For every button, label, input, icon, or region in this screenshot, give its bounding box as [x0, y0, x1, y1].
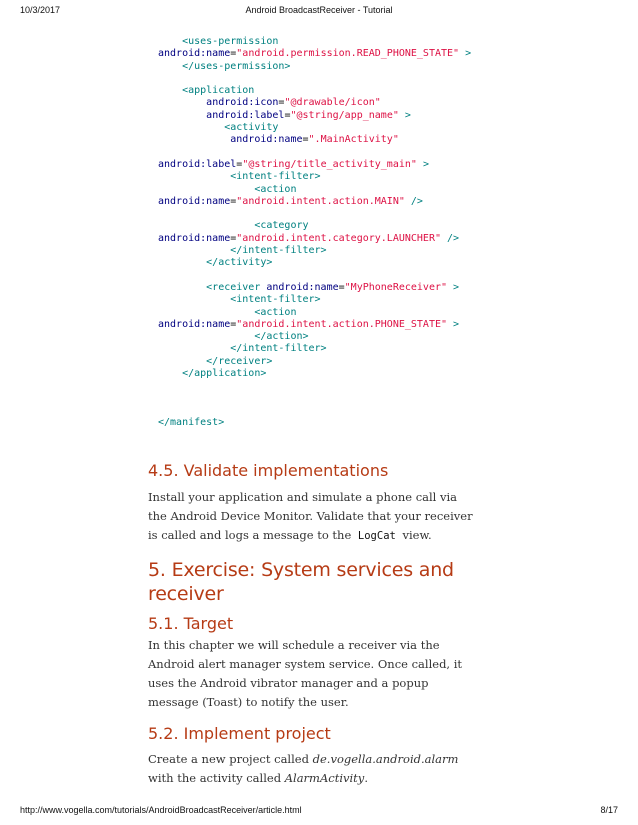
page-number: 8/17	[600, 805, 618, 815]
code-token: </action>	[158, 331, 309, 343]
code-line	[158, 134, 399, 145]
code-line	[158, 97, 381, 108]
code-token: </manifest>	[158, 417, 225, 429]
code-token: =	[236, 158, 243, 170]
article-content	[148, 460, 478, 788]
code-token: <receiver	[158, 281, 267, 293]
code-line	[158, 196, 423, 207]
code-line	[158, 282, 459, 293]
heading-target: 5.1. Target	[148, 614, 234, 633]
code-token: <action	[158, 183, 297, 195]
code-token: >	[459, 48, 472, 60]
code-token: <category	[158, 220, 309, 232]
paragraph-validate	[148, 488, 478, 546]
code-token: android:icon	[206, 97, 279, 109]
code-token: =	[230, 195, 237, 207]
code-token: android:name	[158, 232, 231, 244]
code-line	[158, 48, 471, 59]
code-line	[158, 159, 429, 170]
heading-exercise-system-services: 5. Exercise: System services and receiver	[148, 559, 454, 605]
code-line	[158, 294, 321, 305]
code-line	[158, 233, 459, 244]
code-token	[158, 110, 206, 121]
code-token: </receiver>	[158, 355, 273, 367]
code-token: =	[278, 97, 285, 109]
code-token: android:name	[230, 134, 303, 146]
code-token: </intent-filter>	[158, 343, 327, 355]
code-token: />	[440, 232, 460, 244]
code-token: android:name	[158, 318, 231, 330]
code-token: <uses-permission	[158, 36, 279, 47]
code-line	[158, 417, 224, 428]
code-token: "@string/title_activity_main"	[242, 158, 417, 170]
paragraph-target: In this chapter we will schedule a receiver via the Android alert manager system service. Once called, it uses the Android vibrator manager and a popup message (Toast) to notify the user.	[148, 638, 463, 709]
code-token: >	[447, 281, 460, 293]
print-url: http://www.vogella.com/tutorials/AndroidBroadcastReceiver/article.html	[20, 805, 302, 815]
code-token: android:name	[158, 48, 231, 60]
code-token: </uses-permission>	[158, 60, 291, 72]
code-token: </activity>	[158, 257, 273, 269]
code-token: </application>	[158, 368, 267, 380]
code-line	[158, 171, 321, 182]
code-line	[158, 307, 296, 318]
paragraph-validate-text: Install your application and simulate a phone call via the Android Device Monitor. Validate that your receiver is called and logs a message to the	[148, 490, 473, 542]
code-token: android:name	[266, 281, 339, 293]
logcat-code: LogCat	[357, 530, 396, 542]
code-line	[158, 356, 272, 367]
code-line	[158, 343, 327, 354]
code-line	[158, 36, 278, 47]
code-line	[158, 331, 309, 342]
code-line	[158, 319, 459, 330]
code-token: =	[230, 318, 237, 330]
print-title: Android BroadcastReceiver - Tutorial	[245, 5, 393, 15]
code-line	[158, 368, 266, 379]
code-line	[158, 257, 272, 268]
code-token: =	[230, 48, 237, 60]
code-token: "android.intent.action.MAIN"	[236, 195, 405, 207]
code-line	[158, 122, 278, 133]
print-date: 10/3/2017	[20, 5, 61, 15]
code-token: =	[302, 134, 309, 146]
code-token: <intent-filter>	[158, 171, 321, 183]
code-token: >	[447, 318, 460, 330]
code-token: android:label	[206, 109, 285, 121]
print-footer	[0, 805, 638, 819]
code-token: </intent-filter>	[158, 245, 327, 257]
code-line	[158, 245, 327, 256]
code-token: >	[398, 109, 411, 121]
paragraph-implement-text-mid: with the activity called	[148, 771, 282, 785]
code-token: "android.permission.READ_PHONE_STATE"	[236, 48, 460, 60]
code-line	[158, 220, 309, 231]
code-token: <intent-filter>	[158, 294, 321, 306]
code-token	[158, 97, 206, 108]
print-header	[0, 3, 638, 17]
heading-validate-implementations: 4.5. Validate implementations	[148, 461, 389, 480]
activity-name: AlarmActivity	[284, 771, 365, 785]
code-token: <action	[158, 306, 297, 318]
paragraph-implement	[148, 750, 478, 788]
project-name: de.vogella.android.alarm	[312, 752, 459, 766]
code-token: android:name	[158, 195, 231, 207]
code-token: "android.intent.action.PHONE_STATE"	[236, 318, 447, 330]
code-token: "MyPhoneReceiver"	[344, 281, 448, 293]
code-line	[158, 85, 254, 96]
code-token: >	[416, 158, 429, 170]
code-token: <application	[158, 85, 255, 97]
paragraph-implement-text: Create a new project called	[148, 752, 309, 766]
code-token: />	[404, 195, 423, 207]
code-token: =	[230, 232, 237, 244]
paragraph-validate-text-end: view.	[402, 528, 432, 542]
code-line	[158, 110, 411, 121]
code-token: ".MainActivity"	[308, 134, 399, 146]
code-token	[158, 134, 230, 145]
code-token: "@string/app_name"	[290, 109, 399, 121]
code-token: "@drawable/icon"	[284, 97, 381, 109]
code-line	[158, 184, 296, 195]
code-token: <activity	[158, 122, 279, 134]
paragraph-implement-text-end: .	[364, 771, 368, 785]
code-line	[158, 61, 290, 72]
heading-implement-project: 5.2. Implement project	[148, 724, 331, 743]
code-token: android:label	[158, 158, 237, 170]
code-token: "android.intent.category.LAUNCHER"	[236, 232, 441, 244]
code-block	[158, 36, 538, 430]
code-token: =	[338, 281, 345, 293]
code-token: =	[284, 109, 291, 121]
